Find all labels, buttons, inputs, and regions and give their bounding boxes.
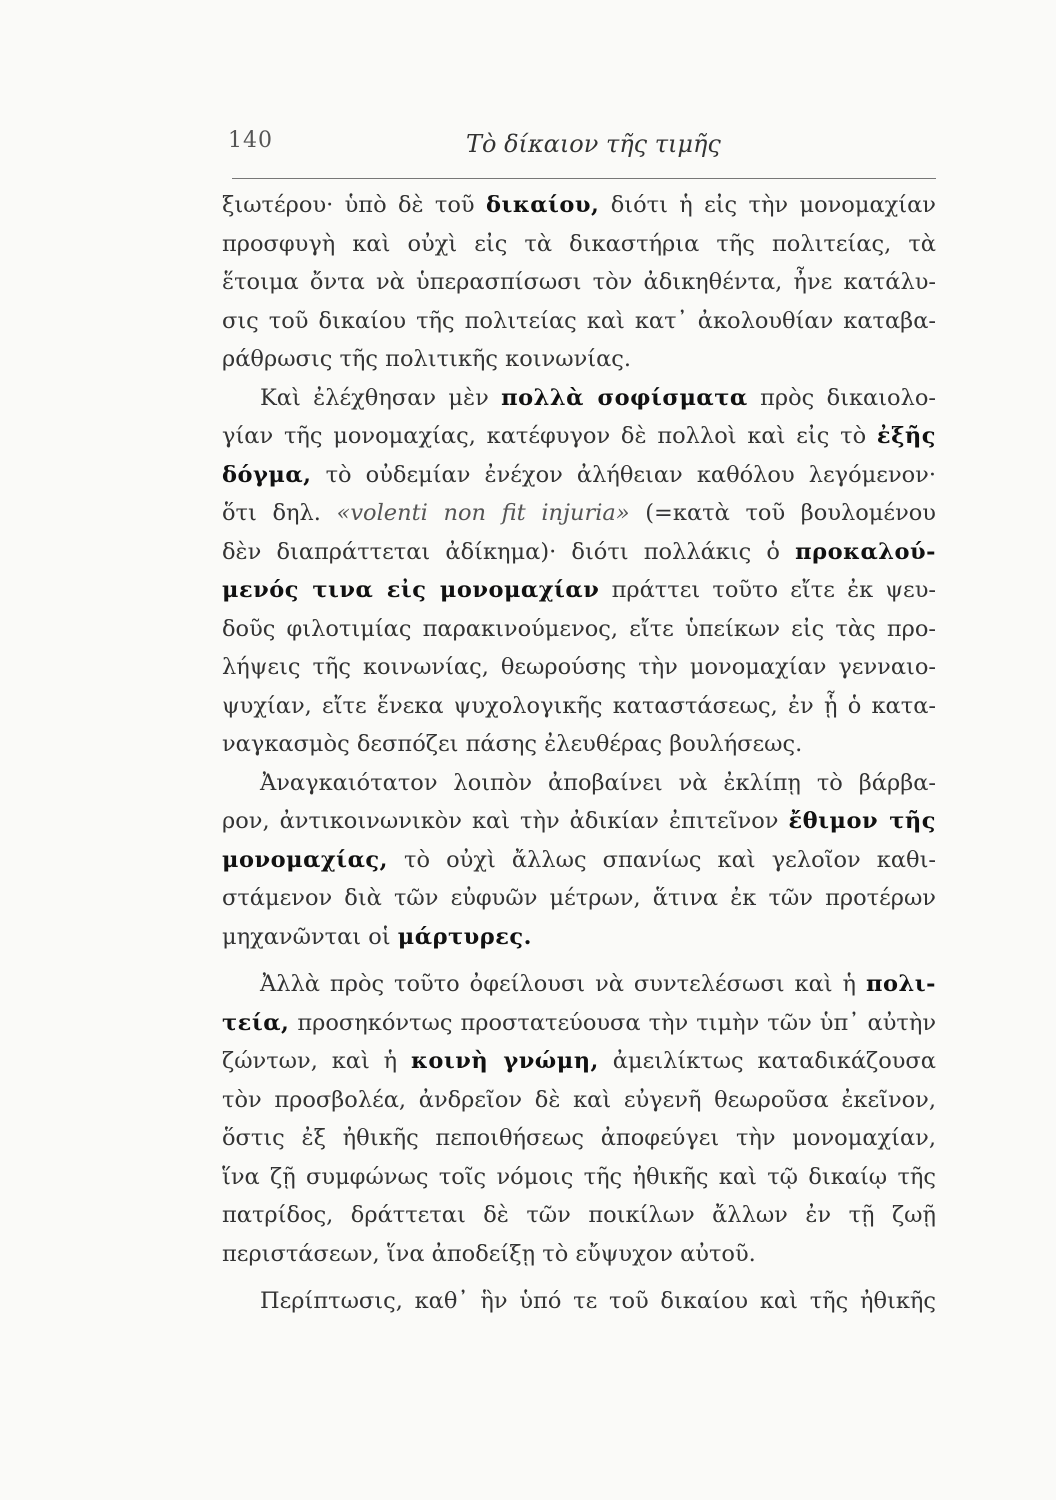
text-line: Καὶ ἐλέχθησαν μὲν πολλὰ σοφίσματα πρὸς δικαιολο-	[260, 384, 936, 411]
text-line: μηχανῶνται οἱ μάρτυρες.	[222, 923, 532, 950]
text-line: λήψεις τῆς κοινωνίας, θεωρούσης τὴν μονομαχίαν γενναιο-	[222, 654, 936, 680]
text-line: Ἀλλὰ πρὸς τοῦτο ὀφείλουσι νὰ συντελέσωσι καὶ ἡ πολι-	[260, 971, 936, 997]
text-line: δόγμα, τὸ οὐδεμίαν ἐνέχον ἀλήθειαν καθόλου λεγόμενον·	[222, 461, 936, 488]
header-rule	[232, 178, 936, 179]
text-line: ψυχίαν, εἴτε ἕνεκα ψυχολογικῆς καταστάσεως, ἐν ᾗ ὁ κατα-	[222, 692, 936, 719]
text-line: δὲν διαπράττεται ἀδίκημα)· διότι πολλάκις ὁ προκαλού-	[222, 538, 936, 565]
text-line: στάμενον διὰ τῶν εὐφυῶν μέτρων, ἅτινα ἐκ τῶν προτέρων	[222, 885, 936, 911]
text-line: ζώντων, καὶ ἡ κοινὴ γνώμη, ἀμειλίκτως καταδικάζουσα	[222, 1048, 936, 1074]
text-line: ξιωτέρου· ὑπὸ δὲ τοῦ δικαίου, διότι ἡ εἰς τὴν μονομαχίαν	[222, 192, 936, 218]
page-body	[222, 186, 936, 1321]
text-line: Ἀναγκαιότατον λοιπὸν ἀποβαίνει νὰ ἐκλίπῃ τὸ βάρβα-	[260, 769, 936, 796]
page-number: 140	[228, 128, 273, 153]
text-line: ὅτι δηλ. «volenti non fit injuria» (=κατὰ τοῦ βουλομένου	[222, 500, 936, 526]
text-line: ὅστις ἐξ ἠθικῆς πεποιθήσεως ἀποφεύγει τὴν μονομαχίαν,	[222, 1125, 936, 1151]
text-line: μενός τινα εἰς μονομαχίαν πράττει τοῦτο εἴτε ἐκ ψευ-	[222, 577, 936, 603]
text-line: γίαν τῆς μονομαχίας, κατέφυγον δὲ πολλοὶ καὶ εἰς τὸ ἐξῆς	[222, 423, 936, 449]
text-line: ράθρωσις τῆς πολιτικῆς κοινωνίας.	[222, 346, 632, 372]
text-line: σις τοῦ δικαίου τῆς πολιτείας καὶ κατ᾽ ἀκολουθίαν καταβα-	[222, 307, 936, 334]
text-line: πατρίδος, δράττεται δὲ τῶν ποικίλων ἄλλων ἐν τῇ ζωῇ	[222, 1202, 936, 1228]
text-line: προσφυγὴ καὶ οὐχὶ εἰς τὰ δικαστήρια τῆς πολιτείας, τὰ	[222, 230, 936, 257]
page-header	[0, 122, 1056, 162]
running-title: Τὸ δίκαιον τῆς τιμῆς	[466, 130, 721, 158]
text-line: ναγκασμὸς δεσπόζει πάσης ἐλευθέρας βουλήσεως.	[222, 731, 803, 757]
text-line: ρον, ἀντικοινωνικὸν καὶ τὴν ἀδικίαν ἐπιτεῖνον ἔθιμον τῆς	[222, 808, 936, 834]
text-line: τὸν προσβολέα, ἀνδρεῖον δὲ καὶ εὐγενῆ θεωροῦσα ἐκεῖνον,	[222, 1086, 936, 1113]
text-line: ἵνα ζῇ συμφώνως τοῖς νόμοις τῆς ἠθικῆς καὶ τῷ δικαίῳ τῆς	[222, 1163, 936, 1190]
text-line: τεία, προσηκόντως προστατεύουσα τὴν τιμὴν τῶν ὑπ᾽ αὐτὴν	[222, 1009, 936, 1036]
text-line: περιστάσεων, ἵνα ἀποδείξῃ τὸ εὔψυχον αὐτοῦ.	[222, 1240, 756, 1267]
text-line: μονομαχίας, τὸ οὐχὶ ἄλλως σπανίως καὶ γελοῖον καθι-	[222, 846, 936, 873]
text-line: Περίπτωσις, καθ᾽ ἣν ὑπό τε τοῦ δικαίου καὶ τῆς ἠθικῆς	[260, 1288, 936, 1314]
text-line: ἕτοιμα ὄντα νὰ ὑπερασπίσωσι τὸν ἀδικηθέντα, ἦνε κατάλυ-	[222, 269, 936, 295]
text-line: δοῦς φιλοτιμίας παρακινούμενος, εἴτε ὑπείκων εἰς τὰς προ-	[222, 615, 936, 642]
